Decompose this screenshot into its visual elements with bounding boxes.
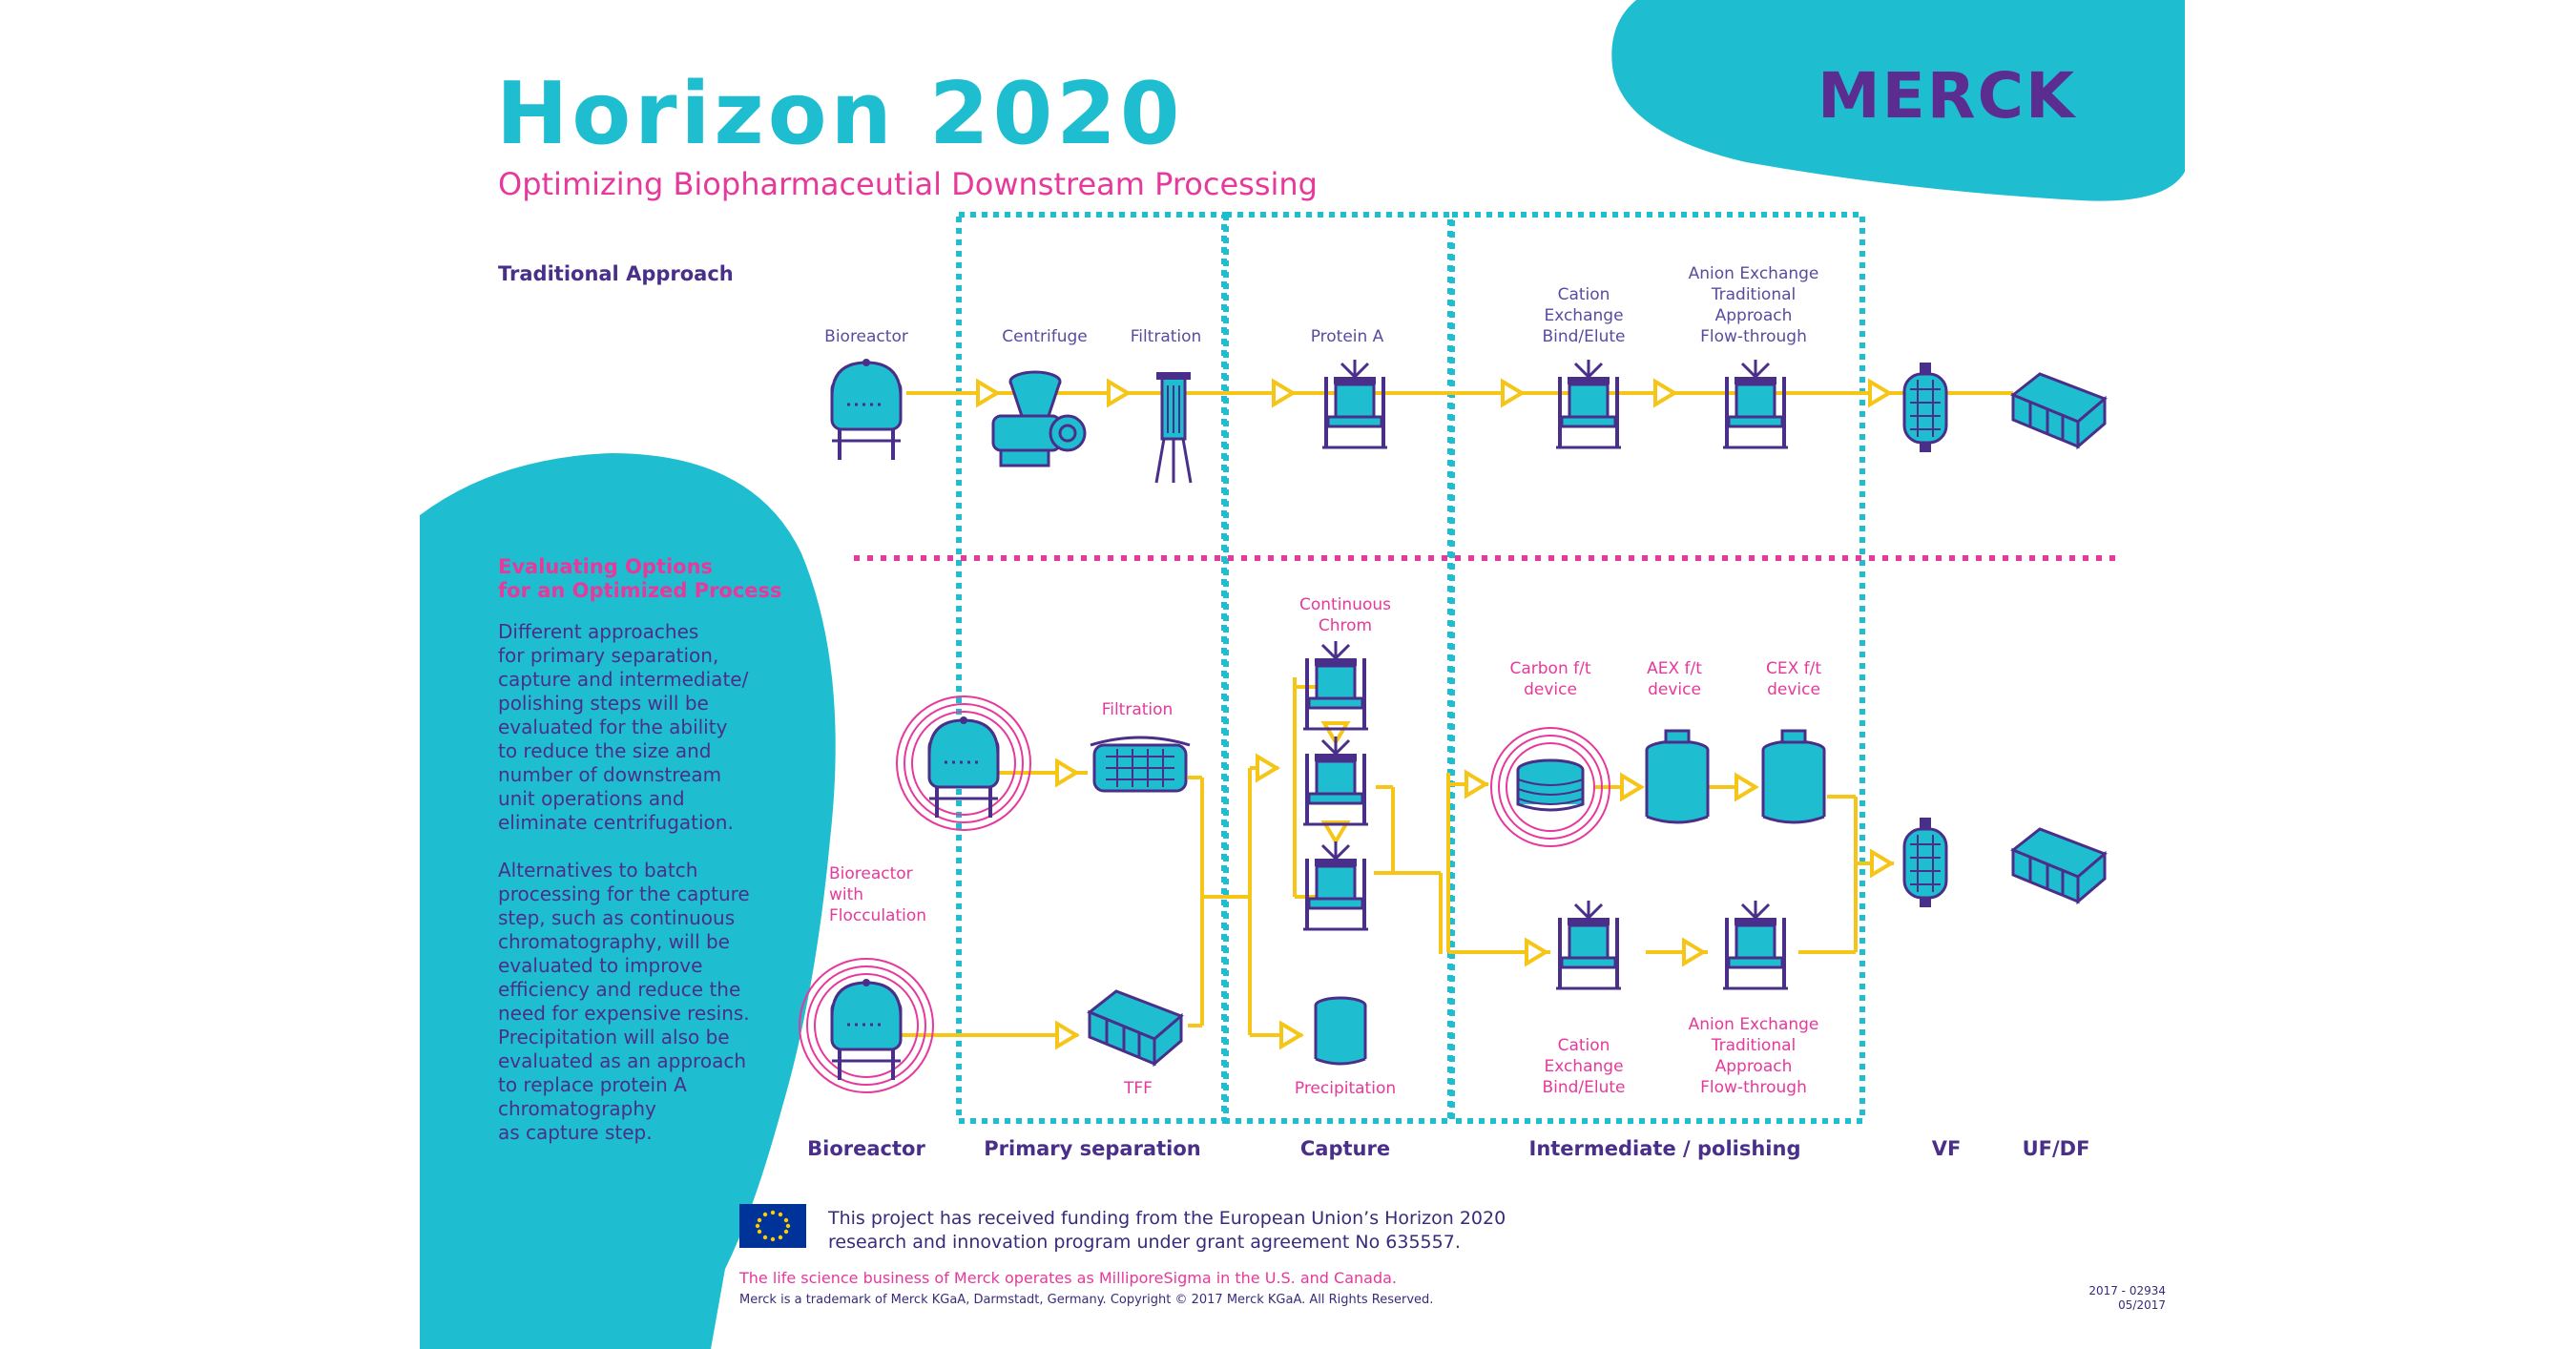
label-anion-exchange: Anion Exchange Traditional Approach Flow-through	[1688, 264, 1819, 346]
filtration-graphic	[1156, 372, 1191, 483]
milliporesigma-note: The life science business of Merck operates as MilliporeSigma in the U.S. and Canada.	[739, 1269, 1398, 1287]
trademark-note: Merck is a trademark of Merck KGaA, Darmstadt, Germany. Copyright © 2017 Merck KGaA. All Rights Reserved.	[739, 1293, 1434, 1307]
label-aex-device: AEX f/t device	[1647, 659, 1702, 699]
precipitation-tank-graphic	[1316, 998, 1365, 1064]
label-continuous-chrom: Continuous Chrom	[1298, 595, 1392, 635]
stage-ufdf: UF/DF	[2022, 1137, 2090, 1160]
traditional-heading: Traditional Approach	[498, 262, 734, 285]
label-tff: TFF	[1124, 1079, 1153, 1098]
stage-vf: VF	[1931, 1137, 1962, 1160]
label-cation-exchange: Cation Exchange Bind/Elute	[1542, 285, 1626, 346]
eu-flag	[739, 1204, 806, 1248]
label-precipitation: Precipitation	[1294, 1079, 1397, 1098]
label-opt-filtration: Filtration	[1101, 700, 1174, 719]
page-subtitle: Optimizing Biopharmaceutial Downstream Processing	[498, 166, 1318, 202]
stage-bioreactor: Bioreactor	[807, 1137, 925, 1160]
label-filtration: Filtration	[1130, 327, 1202, 346]
depth-filter-graphic	[1091, 737, 1190, 791]
label-opt-cation-exchange: Cation Exchange Bind/Elute	[1542, 1036, 1626, 1097]
sidebar-heading: Evaluating Options for an Optimized Process	[498, 555, 782, 602]
stage-capture: Capture	[1299, 1137, 1391, 1160]
carbon-device-graphic	[1518, 760, 1583, 810]
label-protein-a: Protein A	[1310, 327, 1384, 346]
page-title: Horizon 2020	[496, 64, 1184, 164]
label-bioreactor: Bioreactor	[824, 327, 908, 346]
label-bioreactor-flocculation: Bioreactor with Flocculation	[828, 864, 927, 925]
merck-logo: MERCK	[1818, 59, 2077, 133]
sidebar-paragraph-1: Different approaches for primary separation, capture and intermediate/ polishing steps will be evaluated for the ability to reduce the size and number of downstream unit operations and eliminate centrifugation.	[498, 620, 749, 834]
stage-primary-separation: Primary separation	[984, 1137, 1201, 1160]
document-code: 2017 - 02934 05/2017	[2088, 1284, 2166, 1312]
centrifuge-graphic	[993, 372, 1085, 466]
optimized-flow	[897, 677, 1894, 1035]
label-centrifuge: Centrifuge	[1002, 327, 1088, 346]
funding-statement: This project has received funding from the European Union’s Horizon 2020 research and innovation program under grant agreement No 635557.	[828, 1208, 1506, 1253]
label-cex-device: CEX f/t device	[1765, 659, 1822, 699]
sidebar-paragraph-2: Alternatives to batch processing for the capture step, such as continuous chromatography, will be evaluated to improve efficiency and reduce the need for expensive resins. Precipitation will also be evaluated as an approach to replace protein A chromatography as capture step.	[498, 859, 750, 1144]
label-opt-anion-exchange: Anion Exchange Traditional Approach Flow-through	[1688, 1015, 1819, 1097]
label-carbon-device: Carbon f/t device	[1509, 659, 1591, 699]
stage-intermediate-polishing: Intermediate / polishing	[1528, 1137, 1801, 1160]
